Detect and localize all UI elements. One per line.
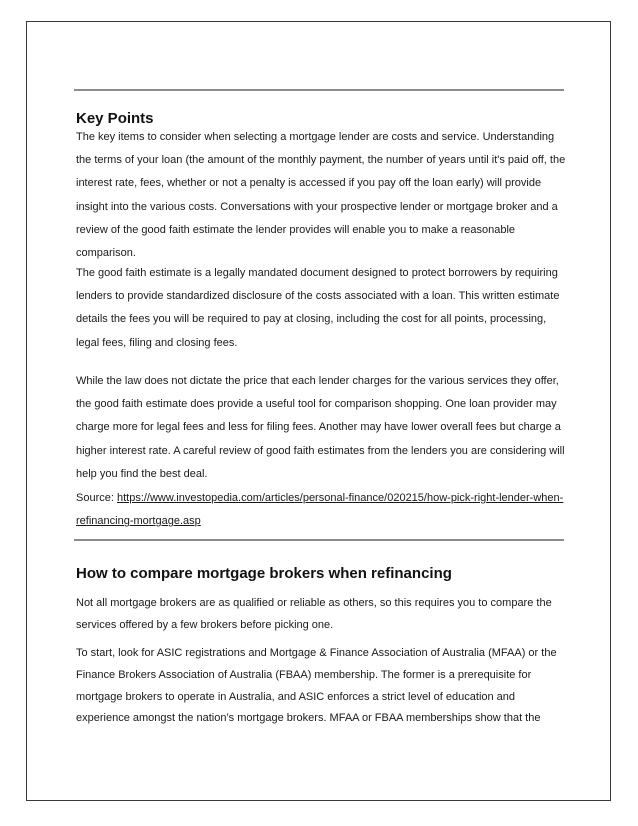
paragraph-not-all-brokers (76, 593, 566, 637)
text-line: insight into the various costs. Conversations with your prospective lender or mortgage broker and a (76, 200, 558, 213)
paragraph-law-pricing (76, 370, 566, 486)
source-line (76, 487, 566, 510)
text-line: charge more for legal fees and less for filing fees. Another may have lower overall fees but charge a (76, 421, 561, 434)
divider-middle (74, 539, 564, 541)
text-line: mortgage brokers to operate in Australia, and ASIC enforces a strict level of education and (76, 690, 516, 703)
text-line: Not all mortgage brokers are as qualified or reliable as others, so this requires you to compare the (76, 597, 552, 609)
text-line: help you find the best deal. (76, 467, 208, 480)
source-link[interactable]: https://www.investopedia.com/articles/personal-finance/020215/how-pick-right-lender-when- (116, 492, 564, 504)
text-line: details the fees you will be required to pay at closing, including the cost for all points, processing, (76, 313, 547, 326)
heading-key-points: Key Points (76, 110, 154, 127)
text-line: the terms of your loan (the amount of the monthly payment, the number of years until it's paid off, the (76, 154, 566, 167)
text-line: comparison. (76, 247, 136, 260)
text-line: the good faith estimate does provide a useful tool for comparison shopping. One loan provider may (76, 398, 557, 411)
text-line: experience amongst the nation’s mortgage brokers. MFAA or FBAA memberships show that the (76, 712, 541, 725)
source-link-continued[interactable]: refinancing-mortgage.asp (76, 515, 201, 528)
text-line: review of the good faith estimate the lender provides will enable you to make a reasonable (76, 223, 516, 236)
paragraph-good-faith-estimate (76, 262, 566, 355)
text-line: Finance Brokers Association of Australia (FBAA) membership. The former is a prerequisite for (76, 668, 532, 681)
divider-top (74, 89, 564, 91)
text-line: legal fees, filing and closing fees. (76, 336, 238, 349)
source-citation (76, 487, 566, 533)
heading-compare-brokers: How to compare mortgage brokers when refinancing (76, 565, 452, 582)
paragraph-asic-registrations (76, 643, 566, 730)
text-line: The good faith estimate is a legally mandated document designed to protect borrowers by requiring (76, 267, 558, 279)
text-line: While the law does not dictate the price that each lender charges for the various services they offer, (76, 375, 559, 387)
text-line: To start, look for ASIC registrations and Mortgage & Finance Association of Australia (MFAA) or the (76, 647, 557, 659)
text-line: higher interest rate. A careful review of good faith estimates from the lenders you are considering will (76, 444, 565, 457)
source-label: Source: (76, 492, 117, 504)
source-line (76, 510, 566, 533)
paragraph-key-items (76, 126, 566, 265)
text-line: interest rate, fees, whether or not a penalty is accessed if you pay off the loan early) will provide (76, 177, 542, 190)
text-line: The key items to consider when selecting a mortgage lender are costs and service. Understanding (76, 131, 555, 143)
text-line: lenders to provide standardized disclosure of the costs associated with a loan. This written estimate (76, 290, 560, 303)
text-line: services offered by a few brokers before picking one. (76, 618, 334, 631)
